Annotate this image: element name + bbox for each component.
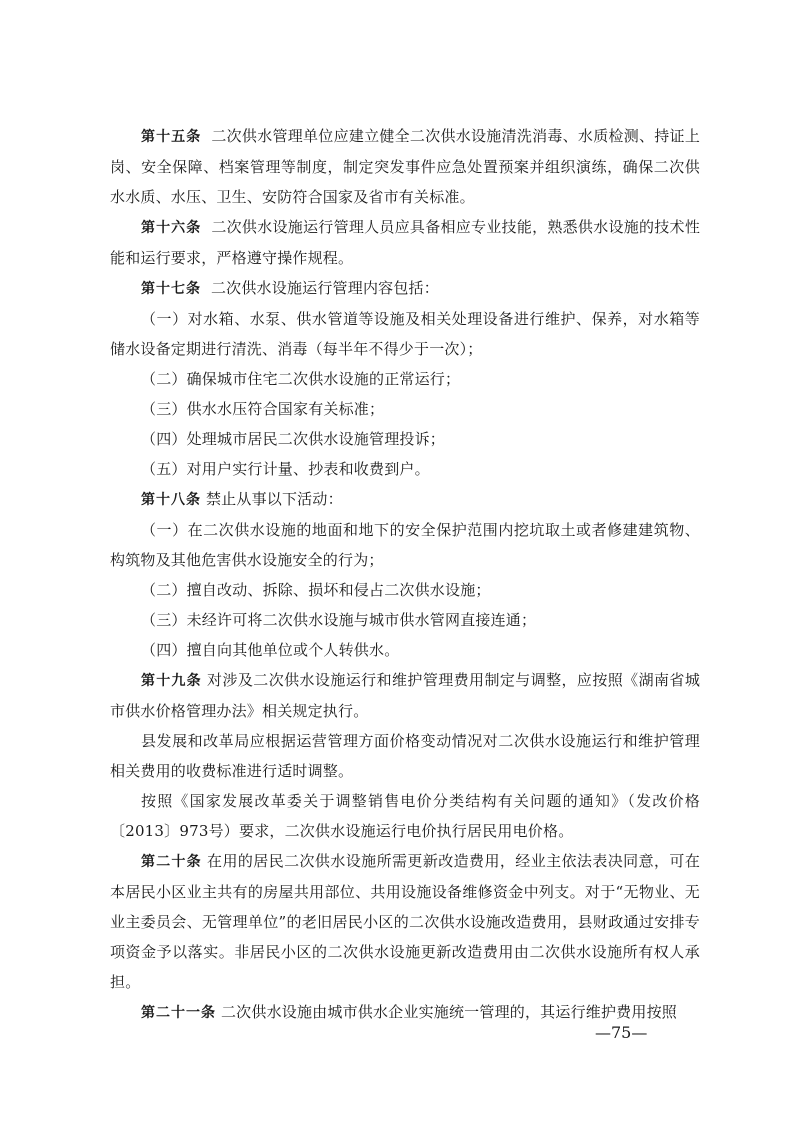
article-20 (110, 846, 700, 997)
article-text: 二次供水设施运行管理内容包括： (210, 279, 439, 297)
article-text: 二次供水设施由城市供水企业实施统一管理的，其运行维护费用按照 (220, 1003, 677, 1021)
list-item: （四）擅自向其他单位或个人转供水。 (141, 641, 400, 659)
document-body (110, 121, 700, 1028)
article-text: 二次供水设施运行管理人员应具备相应专业技能，熟悉供水设施的技术性能和运行要求，严格遵守操作规程。 (110, 218, 701, 267)
article-label: 第二十一条 (141, 1005, 216, 1021)
list-item: （五）对用户实行计量、抄表和收费到户。 (141, 460, 430, 478)
article-label: 第十七条 (141, 281, 201, 297)
body-paragraph: 县发展和改革局应根据运营管理方面价格变动情况对二次供水设施运行和维护管理相关费用的收费标准进行适时调整。 (110, 732, 700, 780)
article-15 (110, 121, 700, 212)
article-16 (110, 212, 700, 273)
article-text: 在用的居民二次供水设施所需更新改造费用，经业主依法表决同意，可在本居民小区业主共有的房屋共用部位、共用设施设备维修资金中列支。对于“无物业、无业主委员会、无管理单位”的老旧居民小区的二次供水设施改造费用，县财政通过安排专项资金予以落实。非居民小区的二次供水设施更新改造费用由二次供水设施所有权人承担。 (110, 852, 701, 991)
article-text: 对涉及二次供水设施运行和维护管理费用制定与调整，应按照《湖南省城市供水价格管理办法》相关规定执行。 (110, 671, 701, 720)
article-19 (110, 665, 700, 726)
list-item: （三）供水水压符合国家有关标准； (141, 400, 385, 418)
article-label: 第二十条 (141, 854, 202, 870)
list-item: （一）在二次供水设施的地面和地下的安全保护范围内挖坑取土或者修建建筑物、构筑物及其他危害供水设施安全的行为； (110, 521, 700, 569)
list-item: （二）擅自改动、拆除、损坏和侵占二次供水设施； (141, 581, 491, 599)
list-item: （二）确保城市住宅二次供水设施的正常运行； (141, 370, 461, 388)
article-text: 二次供水管理单位应建立健全二次供水设施清洗消毒、水质检测、持证上岗、安全保障、档案管理等制度，制定突发事件应急处置预案并组织演练，确保二次供水水质、水压、卫生、安防符合国家及省市有关标准。 (110, 127, 701, 206)
article-text: 禁止从事以下活动： (205, 490, 343, 508)
article-label: 第十八条 (141, 492, 201, 508)
article-17 (110, 273, 700, 304)
body-paragraph: 按照《国家发展改革委关于调整销售电价分类结构有关问题的通知》（发改价格〔2013〕973号）要求，二次供水设施运行电价执行居民用电价格。 (110, 792, 700, 840)
article-label: 第十五条 (141, 129, 202, 145)
article-18 (110, 484, 700, 515)
list-item: （三）未经许可将二次供水设施与城市供水管网直接连通； (141, 611, 537, 629)
article-label: 第十九条 (141, 673, 202, 689)
list-item: （四）处理城市居民二次供水设施管理投诉； (141, 430, 446, 448)
page-number: —75— (595, 1023, 648, 1042)
list-item: （一）对水箱、水泵、供水管道等设施及相关处理设备进行维护、保养，对水箱等储水设备定期进行清洗、消毒（每半年不得少于一次）； (110, 310, 700, 358)
article-label: 第十六条 (141, 220, 202, 236)
